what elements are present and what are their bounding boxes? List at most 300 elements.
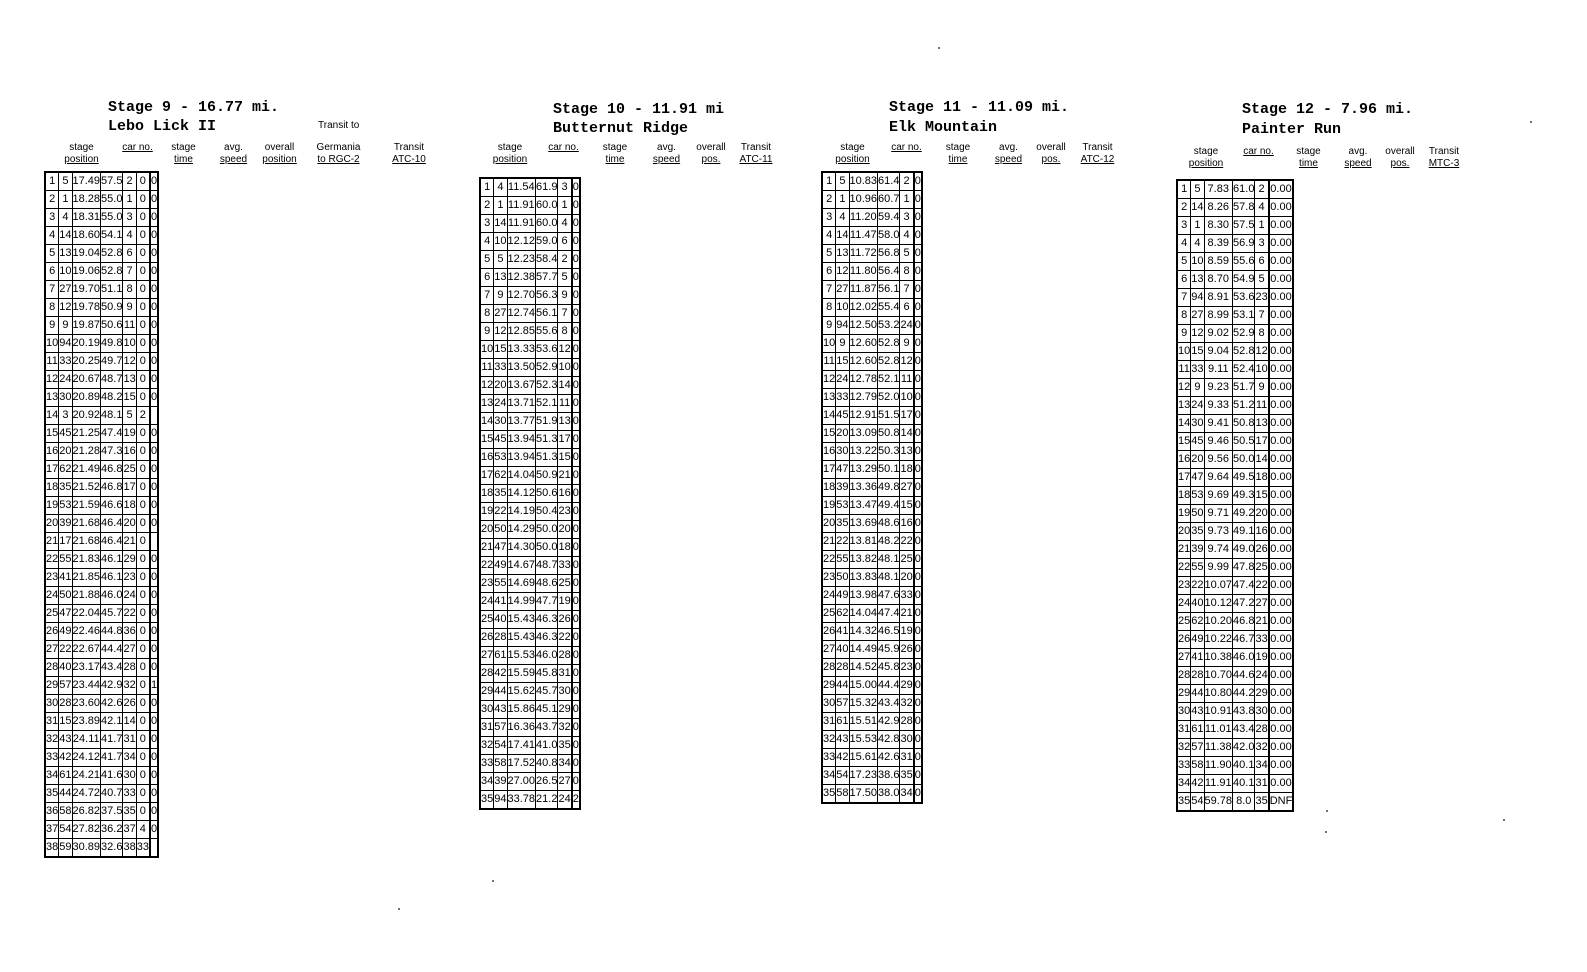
table-cell: 13.83 xyxy=(849,569,878,587)
table-cell: 38.6 xyxy=(878,767,900,785)
table-cell: 37 xyxy=(123,821,136,839)
table-row xyxy=(480,485,580,503)
table-cell: 31 xyxy=(480,719,494,737)
table-cell: 4 xyxy=(494,178,507,197)
table-cell: 0 xyxy=(150,587,158,605)
table-cell xyxy=(150,533,158,551)
table-cell: 9.64 xyxy=(1204,469,1233,487)
table-cell: 52.8 xyxy=(878,335,900,353)
table-cell: 24.11 xyxy=(72,731,101,749)
table-cell: 18 xyxy=(900,461,914,479)
table-cell: 15 xyxy=(1177,433,1191,451)
table-row xyxy=(822,677,922,695)
table-cell: 0 xyxy=(150,389,158,407)
table-cell: 13.36 xyxy=(849,479,878,497)
table-cell: 51.5 xyxy=(878,407,900,425)
table-cell: 0.00 xyxy=(1269,595,1294,613)
table-cell: 0 xyxy=(572,503,580,521)
table-cell: 10.70 xyxy=(1204,667,1233,685)
table-cell: 32 xyxy=(1255,739,1269,757)
table-cell: 50.0 xyxy=(536,521,558,539)
table-cell: 10.83 xyxy=(849,172,878,191)
table-cell: 0.00 xyxy=(1269,289,1294,307)
table-cell: 15 xyxy=(480,431,494,449)
column-header-line: car no. xyxy=(891,142,922,153)
table-row xyxy=(1177,271,1293,289)
table-row xyxy=(45,569,158,587)
table-row xyxy=(1177,433,1293,451)
table-cell: 31 xyxy=(558,665,572,683)
table-cell: 17 xyxy=(45,461,59,479)
table-cell: 0 xyxy=(914,425,922,443)
table-cell: 17.23 xyxy=(849,767,878,785)
table-cell: 6 xyxy=(822,263,836,281)
table-cell: 7 xyxy=(822,281,836,299)
table-cell: 0 xyxy=(914,407,922,425)
table-cell: 0 xyxy=(136,443,150,461)
table-cell: 0 xyxy=(150,245,158,263)
table-row xyxy=(480,178,580,197)
table-cell: 0 xyxy=(572,341,580,359)
table-cell: 30 xyxy=(123,767,136,785)
table-cell: 58 xyxy=(494,755,507,773)
column-header-line: position xyxy=(835,154,870,165)
table-cell: 13.94 xyxy=(507,449,536,467)
table-cell: 0.00 xyxy=(1269,739,1294,757)
column-header-line: ATC-11 xyxy=(739,154,773,165)
table-cell: 25 xyxy=(900,551,914,569)
table-cell: 10 xyxy=(822,335,836,353)
table-cell: 13 xyxy=(900,443,914,461)
table-cell: 22 xyxy=(558,629,572,647)
table-cell: 2 xyxy=(123,172,136,191)
table-cell: 25 xyxy=(123,461,136,479)
column-header xyxy=(884,142,929,154)
table-cell: 47.4 xyxy=(101,425,123,443)
scan-speck xyxy=(1503,819,1505,821)
table-cell: 0 xyxy=(136,767,150,785)
table-cell: 40.1 xyxy=(1233,775,1255,793)
table-cell: 9 xyxy=(480,323,494,341)
table-cell: 49 xyxy=(59,623,72,641)
table-cell: 19 xyxy=(123,425,136,443)
table-row xyxy=(45,515,158,533)
table-cell: 30 xyxy=(1255,703,1269,721)
table-cell: 32 xyxy=(45,731,59,749)
table-row xyxy=(45,461,158,479)
table-cell: 53.6 xyxy=(1233,289,1255,307)
table-cell: 0.00 xyxy=(1269,415,1294,433)
table-cell: 0 xyxy=(150,335,158,353)
table-cell: 21 xyxy=(480,539,494,557)
table-cell: 0.00 xyxy=(1269,631,1294,649)
table-cell: 9 xyxy=(494,287,507,305)
table-cell: 3 xyxy=(123,209,136,227)
table-cell: 0.00 xyxy=(1269,523,1294,541)
table-cell: 35 xyxy=(1177,793,1191,812)
table-cell: 6 xyxy=(558,233,572,251)
table-cell: 24 xyxy=(822,587,836,605)
table-cell: 46.8 xyxy=(1233,613,1255,631)
table-row xyxy=(480,701,580,719)
table-cell: 52.9 xyxy=(536,359,558,377)
table-cell: 42.9 xyxy=(878,713,900,731)
table-cell: 4 xyxy=(480,233,494,251)
table-cell: 55.0 xyxy=(101,191,123,209)
table-cell: 46.0 xyxy=(1233,649,1255,667)
table-cell: 28 xyxy=(480,665,494,683)
table-cell: 15.53 xyxy=(849,731,878,749)
table-cell xyxy=(150,407,158,425)
table-cell: 33 xyxy=(836,389,849,407)
table-cell: 62 xyxy=(1191,613,1204,631)
table-cell: 54.1 xyxy=(101,227,123,245)
table-row xyxy=(822,371,922,389)
table-cell: 13 xyxy=(123,371,136,389)
table-cell: 54 xyxy=(1191,793,1204,812)
table-cell: 14 xyxy=(558,377,572,395)
table-cell: 0 xyxy=(572,359,580,377)
table-cell: 9 xyxy=(836,335,849,353)
table-cell: 18.60 xyxy=(72,227,101,245)
table-cell: 55 xyxy=(59,551,72,569)
column-headers xyxy=(479,142,801,170)
table-cell: 52.1 xyxy=(878,371,900,389)
table-cell: 0 xyxy=(150,623,158,641)
table-cell: 0 xyxy=(572,449,580,467)
table-cell: 0 xyxy=(914,479,922,497)
stage-location: Elk Mountain xyxy=(889,119,998,136)
table-row xyxy=(45,443,158,461)
table-cell: 11.80 xyxy=(849,263,878,281)
table-cell: 1 xyxy=(123,191,136,209)
table-cell: 0 xyxy=(136,551,150,569)
table-cell: 30 xyxy=(822,695,836,713)
table-cell: 23 xyxy=(1177,577,1191,595)
table-cell: 51.2 xyxy=(1233,397,1255,415)
table-cell: 57.8 xyxy=(1233,199,1255,217)
table-cell: 0 xyxy=(150,172,158,191)
table-cell: 1 xyxy=(59,191,72,209)
table-cell: 62 xyxy=(59,461,72,479)
table-cell: 55.6 xyxy=(1233,253,1255,271)
table-cell: 10 xyxy=(1255,361,1269,379)
column-header-line: pos. xyxy=(1041,154,1061,165)
table-cell: 0 xyxy=(136,191,150,209)
table-cell: 58 xyxy=(59,803,72,821)
table-cell: 35 xyxy=(558,737,572,755)
table-cell: 23 xyxy=(480,575,494,593)
table-cell: 9.56 xyxy=(1204,451,1233,469)
table-row xyxy=(822,713,922,731)
transit-note: Transit to xyxy=(318,120,360,131)
table-cell: 10 xyxy=(45,335,59,353)
table-cell: 20 xyxy=(123,515,136,533)
table-row xyxy=(1177,289,1293,307)
table-cell: 45 xyxy=(59,425,72,443)
table-cell: 24 xyxy=(59,371,72,389)
table-cell: 0 xyxy=(572,593,580,611)
table-row xyxy=(1177,469,1293,487)
table-cell: 31 xyxy=(123,731,136,749)
table-cell: 17.49 xyxy=(72,172,101,191)
column-header xyxy=(303,142,374,166)
table-cell: 50.6 xyxy=(101,317,123,335)
table-cell: 14 xyxy=(1177,415,1191,433)
table-cell: 0 xyxy=(914,551,922,569)
table-cell: 0.00 xyxy=(1269,307,1294,325)
table-cell: 5 xyxy=(494,251,507,269)
table-cell: 47.7 xyxy=(536,593,558,611)
table-cell: 11.47 xyxy=(849,227,878,245)
table-cell: 22 xyxy=(1177,559,1191,577)
table-row xyxy=(822,605,922,623)
table-cell: 53 xyxy=(1191,487,1204,505)
table-cell: 11.91 xyxy=(507,197,536,215)
table-row xyxy=(822,263,922,281)
table-row xyxy=(1177,667,1293,685)
table-cell: 0 xyxy=(914,227,922,245)
table-cell: 0 xyxy=(914,497,922,515)
stage-title: Stage 9 - 16.77 mi. xyxy=(108,99,280,116)
table-cell: 29 xyxy=(123,551,136,569)
table-cell: 59 xyxy=(59,839,72,858)
table-cell: 36.2 xyxy=(101,821,123,839)
table-cell: 28 xyxy=(123,659,136,677)
table-cell: 56.1 xyxy=(536,305,558,323)
table-cell: 25 xyxy=(45,605,59,623)
table-row xyxy=(1177,397,1293,415)
table-cell: 26 xyxy=(45,623,59,641)
table-cell: 9.41 xyxy=(1204,415,1233,433)
table-cell: 61.9 xyxy=(536,178,558,197)
table-cell: 11 xyxy=(480,359,494,377)
table-cell: 30 xyxy=(480,701,494,719)
table-cell: 17 xyxy=(822,461,836,479)
table-cell: 33 xyxy=(494,359,507,377)
table-cell: 8.30 xyxy=(1204,217,1233,235)
table-cell: 0 xyxy=(136,299,150,317)
table-row xyxy=(822,191,922,209)
table-cell: 47.8 xyxy=(1233,559,1255,577)
table-cell: 13 xyxy=(45,389,59,407)
table-cell: 52.4 xyxy=(1233,361,1255,379)
table-cell: 14 xyxy=(1191,199,1204,217)
table-cell: 12.12 xyxy=(507,233,536,251)
table-row xyxy=(45,605,158,623)
table-cell: 24.72 xyxy=(72,785,101,803)
table-cell: 34 xyxy=(1177,775,1191,793)
table-cell: 14.67 xyxy=(507,557,536,575)
table-cell: 25 xyxy=(480,611,494,629)
table-cell: 14.19 xyxy=(507,503,536,521)
table-cell: 47.6 xyxy=(878,587,900,605)
table-cell: 0 xyxy=(136,281,150,299)
table-cell: 0 xyxy=(572,737,580,755)
table-cell: 10 xyxy=(480,341,494,359)
column-header-line: speed xyxy=(994,154,1023,165)
column-header xyxy=(119,142,156,154)
table-row xyxy=(822,353,922,371)
table-cell: 15.43 xyxy=(507,629,536,647)
table-cell: 0 xyxy=(914,713,922,731)
table-cell: 49.8 xyxy=(878,479,900,497)
table-cell: 13 xyxy=(480,395,494,413)
table-cell: 53 xyxy=(494,449,507,467)
table-cell: 0.00 xyxy=(1269,775,1294,793)
table-cell: 21.49 xyxy=(72,461,101,479)
table-cell: 28 xyxy=(494,629,507,647)
table-cell: 1 xyxy=(836,191,849,209)
table-row xyxy=(1177,559,1293,577)
table-cell: 3 xyxy=(1177,217,1191,235)
table-row xyxy=(822,551,922,569)
table-cell: 28 xyxy=(1177,667,1191,685)
table-cell: 13.29 xyxy=(849,461,878,479)
table-cell: 10 xyxy=(558,359,572,377)
table-cell: 53.6 xyxy=(536,341,558,359)
table-row xyxy=(822,209,922,227)
table-cell: 13.94 xyxy=(507,431,536,449)
table-cell: 0 xyxy=(914,191,922,209)
table-cell: 22 xyxy=(836,533,849,551)
table-cell: 20 xyxy=(59,443,72,461)
table-cell: 42.1 xyxy=(101,713,123,731)
table-cell: 0 xyxy=(136,605,150,623)
table-cell: 8 xyxy=(558,323,572,341)
table-cell: 0 xyxy=(914,587,922,605)
table-cell: 30 xyxy=(494,413,507,431)
table-cell: 35 xyxy=(822,785,836,804)
column-header-line: speed xyxy=(652,154,681,165)
table-cell: 10.22 xyxy=(1204,631,1233,649)
column-headers xyxy=(1176,146,1496,174)
table-cell: 0 xyxy=(572,215,580,233)
table-cell: 11 xyxy=(45,353,59,371)
table-cell: 15 xyxy=(900,497,914,515)
column-header-line: pos. xyxy=(701,154,721,165)
table-cell: 20 xyxy=(1191,451,1204,469)
table-cell: 23.89 xyxy=(72,713,101,731)
table-row xyxy=(45,641,158,659)
table-cell: 53.1 xyxy=(1233,307,1255,325)
column-header-line: overall xyxy=(696,142,726,153)
table-cell: 0 xyxy=(136,587,150,605)
table-cell: 47 xyxy=(1191,469,1204,487)
table-cell: 29 xyxy=(1177,685,1191,703)
table-cell: 30.89 xyxy=(72,839,101,858)
column-header-line: stage xyxy=(497,142,523,153)
table-cell: 0 xyxy=(914,245,922,263)
table-row xyxy=(480,323,580,341)
table-cell: 35 xyxy=(900,767,914,785)
table-cell: 11.38 xyxy=(1204,739,1233,757)
table-row xyxy=(1177,361,1293,379)
table-cell: 50.0 xyxy=(1233,451,1255,469)
table-cell: 29 xyxy=(558,701,572,719)
table-cell: 47 xyxy=(494,539,507,557)
table-cell: 0 xyxy=(150,317,158,335)
table-cell: 46.5 xyxy=(878,623,900,641)
table-cell: 8 xyxy=(1255,325,1269,343)
table-cell: 12 xyxy=(59,299,72,317)
table-cell: 17 xyxy=(900,407,914,425)
table-cell: 42.0 xyxy=(1233,739,1255,757)
column-header xyxy=(1030,142,1072,166)
table-cell: 20 xyxy=(45,515,59,533)
table-cell: 14.04 xyxy=(507,467,536,485)
table-cell: 26 xyxy=(900,641,914,659)
table-cell: 59.78 xyxy=(1204,793,1233,812)
table-cell: 10 xyxy=(1177,343,1191,361)
table-row xyxy=(480,521,580,539)
table-cell: 0 xyxy=(572,485,580,503)
table-cell: 35 xyxy=(1191,523,1204,541)
table-cell: 4 xyxy=(45,227,59,245)
table-cell: 28 xyxy=(836,659,849,677)
table-row xyxy=(822,569,922,587)
table-cell: 21.88 xyxy=(72,587,101,605)
table-cell: 0 xyxy=(150,605,158,623)
table-cell: 55.0 xyxy=(101,209,123,227)
table-cell: 13.47 xyxy=(849,497,878,515)
column-header xyxy=(644,142,689,166)
table-cell: 0.00 xyxy=(1269,325,1294,343)
table-row xyxy=(45,749,158,767)
table-cell: 43 xyxy=(836,731,849,749)
table-cell: 94 xyxy=(494,791,507,810)
table-cell: 27 xyxy=(59,281,72,299)
scan-speck xyxy=(492,880,494,882)
table-cell: 41 xyxy=(59,569,72,587)
table-cell: 9 xyxy=(1255,379,1269,397)
table-cell: 33 xyxy=(900,587,914,605)
table-cell: 38.0 xyxy=(878,785,900,804)
column-header-line: stage xyxy=(1296,146,1321,157)
table-cell: 28 xyxy=(558,647,572,665)
column-header xyxy=(929,142,987,166)
table-cell: 5 xyxy=(59,172,72,191)
table-cell: 27.00 xyxy=(507,773,536,791)
table-row xyxy=(480,593,580,611)
table-cell: 9.69 xyxy=(1204,487,1233,505)
table-cell: 5 xyxy=(45,245,59,263)
table-cell: 16 xyxy=(900,515,914,533)
table-cell: 4 xyxy=(836,209,849,227)
table-cell: 43.7 xyxy=(536,719,558,737)
table-row xyxy=(480,539,580,557)
table-cell: 17.52 xyxy=(507,755,536,773)
column-header-line: car no. xyxy=(122,142,153,153)
table-cell: 11.91 xyxy=(1204,775,1233,793)
table-cell: 0 xyxy=(572,431,580,449)
column-header-line: avg. xyxy=(224,142,243,153)
table-cell: 23.44 xyxy=(72,677,101,695)
table-cell: 33 xyxy=(45,749,59,767)
table-cell: 60.0 xyxy=(536,215,558,233)
table-cell: 22 xyxy=(822,551,836,569)
table-cell: 15 xyxy=(822,425,836,443)
table-cell: 24 xyxy=(1191,397,1204,415)
table-row xyxy=(45,785,158,803)
table-cell: 24 xyxy=(558,791,572,810)
table-row xyxy=(822,172,922,191)
table-cell: 20 xyxy=(822,515,836,533)
table-cell: 32 xyxy=(558,719,572,737)
table-cell: 0 xyxy=(150,731,158,749)
table-cell: 0.00 xyxy=(1269,379,1294,397)
table-cell: 25 xyxy=(822,605,836,623)
